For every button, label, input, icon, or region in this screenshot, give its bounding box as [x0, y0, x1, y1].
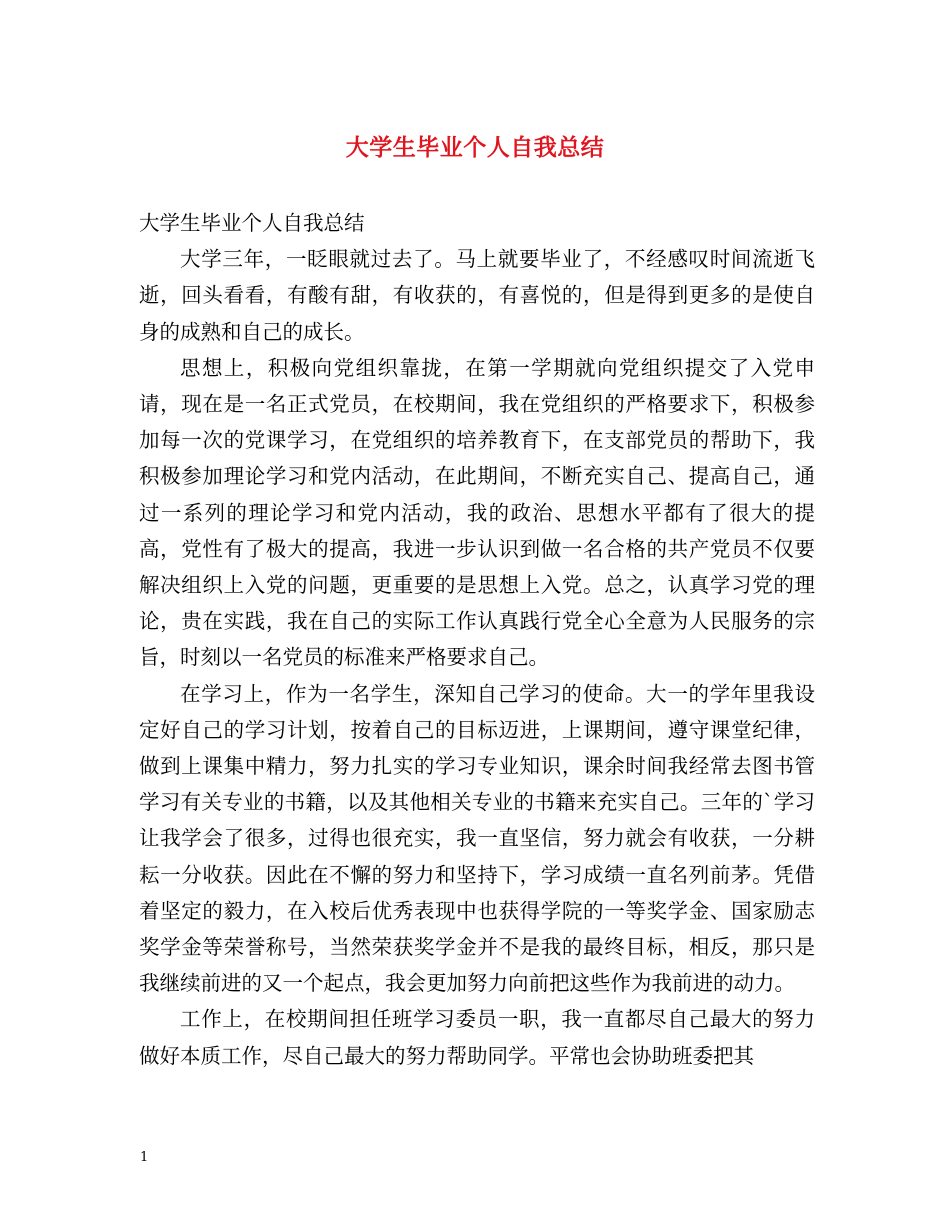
document-subtitle: 大学生毕业个人自我总结	[139, 211, 365, 235]
paragraph-intro: 大学三年，一眨眼就过去了。马上就要毕业了，不经感叹时间流逝飞逝，回头看看，有酸有甜，有收获的，有喜悦的，但是得到更多的是使自身的成熟和自己的成长。	[139, 247, 815, 344]
paragraph-ideology: 思想上，积极向党组织靠拢，在第一学期就向党组织提交了入党申请，现在是一名正式党员，在校期间，我在党组织的严格要求下，积极参加每一次的党课学习，在党组织的培养教育下，在支部党员的帮助下，我积极参加理论学习和党内活动，在此期间，不断充实自己、提高自己，通过一系列的理论学习和党内活动，我的政治、思想水平都有了很大的提高，党性有了极大的提高，我进一步认识到做一名合格的共产党员不仅要解决组织上入党的问题，更重要的是思想上入党。总之，认真学习党的理论，贵在实践，我在自己的实际工作认真践行党全心全意为人民服务的宗旨，时刻以一名党员的标准来严格要求自己。	[139, 355, 815, 670]
page-number: 1	[140, 1150, 149, 1165]
document-title: 大学生毕业个人自我总结	[345, 134, 605, 161]
document-body	[139, 205, 815, 1074]
paragraph-study: 在学习上，作为一名学生，深知自己学习的使命。大一的学年里我设定好自己的学习计划，按着自己的目标迈进，上课期间，遵守课堂纪律，做到上课集中精力，努力扎实的学习专业知识，课余时间我经常去图书管学习有关专业的书籍，以及其他相关专业的书籍来充实自己。三年的`学习让我学会了很多，过得也很充实，我一直坚信，努力就会有收获，一分耕耘一分收获。因此在不懈的努力和坚持下，学习成绩一直名列前茅。凭借着坚定的毅力，在入校后优秀表现中也获得学院的一等奖学金、国家励志奖学金等荣誉称号，当然荣获奖学金并不是我的最终目标，相反，那只是我继续前进的又一个起点，我会更加努力向前把这些作为我前进的动力。	[139, 681, 815, 996]
paragraph-work: 工作上，在校期间担任班学习委员一职，我一直都尽自己最大的努力做好本质工作，尽自己最大的努力帮助同学。平常也会协助班委把其	[139, 1007, 815, 1068]
